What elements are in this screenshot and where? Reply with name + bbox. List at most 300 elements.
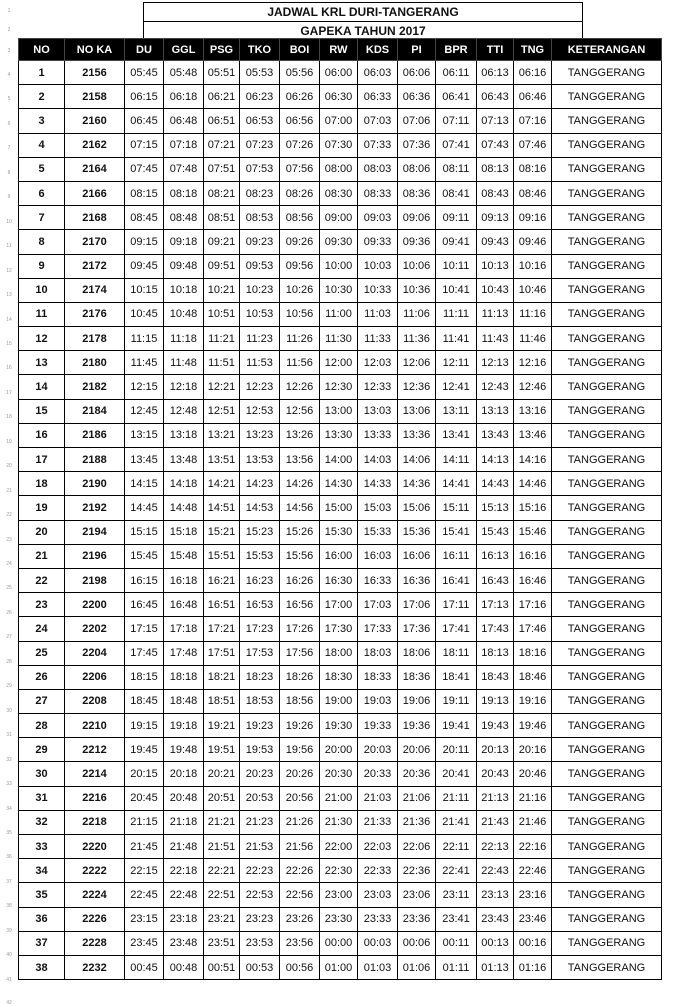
table-row — [19, 206, 662, 230]
table-row — [19, 157, 662, 181]
time-cell: 08:13 — [477, 157, 514, 181]
remark-cell: TANGGERANG — [552, 157, 662, 181]
train-number-cell: 2222 — [65, 859, 125, 883]
time-cell: 21:51 — [204, 835, 240, 859]
time-cell: 10:11 — [436, 254, 477, 278]
time-cell: 21:41 — [436, 810, 477, 834]
time-cell: 19:21 — [204, 714, 240, 738]
time-cell: 07:23 — [240, 133, 280, 157]
time-cell: 06:06 — [398, 61, 436, 85]
time-cell: 22:16 — [514, 835, 552, 859]
column-header: BOI — [280, 39, 320, 61]
time-cell: 11:06 — [398, 302, 436, 326]
column-header: PI — [398, 39, 436, 61]
table-row — [19, 641, 662, 665]
train-number-cell: 2160 — [65, 109, 125, 133]
time-cell: 12:00 — [320, 351, 358, 375]
time-cell: 21:48 — [164, 835, 204, 859]
time-cell: 07:06 — [398, 109, 436, 133]
table-row — [19, 738, 662, 762]
row-no-cell: 18 — [19, 472, 65, 496]
remark-cell: TANGGERANG — [552, 109, 662, 133]
time-cell: 09:53 — [240, 254, 280, 278]
time-cell: 22:26 — [280, 859, 320, 883]
time-cell: 11:00 — [320, 302, 358, 326]
time-cell: 08:26 — [280, 181, 320, 205]
table-row — [19, 617, 662, 641]
time-cell: 20:06 — [398, 738, 436, 762]
time-cell: 14:36 — [398, 472, 436, 496]
time-cell: 08:03 — [358, 157, 398, 181]
time-cell: 22:15 — [125, 859, 164, 883]
time-cell: 18:33 — [358, 665, 398, 689]
column-header: TKO — [240, 39, 280, 61]
row-number: 4 — [7, 72, 11, 78]
remark-cell: TANGGERANG — [552, 448, 662, 472]
remark-cell: TANGGERANG — [552, 835, 662, 859]
time-cell: 23:06 — [398, 883, 436, 907]
time-cell: 17:21 — [204, 617, 240, 641]
time-cell: 23:48 — [164, 931, 204, 955]
row-number: 3 — [7, 48, 11, 54]
time-cell: 06:33 — [358, 85, 398, 109]
time-cell: 01:06 — [398, 955, 436, 979]
remark-cell: TANGGERANG — [552, 85, 662, 109]
time-cell: 20:11 — [436, 738, 477, 762]
time-cell: 08:36 — [398, 181, 436, 205]
time-cell: 06:56 — [280, 109, 320, 133]
remark-cell: TANGGERANG — [552, 206, 662, 230]
train-number-cell: 2226 — [65, 907, 125, 931]
table-row — [19, 714, 662, 738]
time-cell: 12:06 — [398, 351, 436, 375]
time-cell: 05:45 — [125, 61, 164, 85]
time-cell: 08:23 — [240, 181, 280, 205]
time-cell: 23:36 — [398, 907, 436, 931]
time-cell: 18:48 — [164, 689, 204, 713]
time-cell: 10:16 — [514, 254, 552, 278]
time-cell: 09:15 — [125, 230, 164, 254]
time-cell: 20:23 — [240, 762, 280, 786]
time-cell: 22:06 — [398, 835, 436, 859]
time-cell: 19:18 — [164, 714, 204, 738]
remark-cell: TANGGERANG — [552, 230, 662, 254]
time-cell: 09:36 — [398, 230, 436, 254]
row-no-cell: 12 — [19, 327, 65, 351]
time-cell: 21:43 — [477, 810, 514, 834]
time-cell: 01:13 — [477, 955, 514, 979]
row-no-cell: 8 — [19, 230, 65, 254]
time-cell: 17:41 — [436, 617, 477, 641]
table-row — [19, 931, 662, 955]
time-cell: 23:51 — [204, 931, 240, 955]
time-cell: 10:43 — [477, 278, 514, 302]
time-cell: 15:36 — [398, 520, 436, 544]
row-no-cell: 24 — [19, 617, 65, 641]
row-number: 17 — [6, 389, 12, 396]
time-cell: 15:00 — [320, 496, 358, 520]
time-cell: 17:30 — [320, 617, 358, 641]
time-cell: 19:03 — [358, 689, 398, 713]
time-cell: 22:03 — [358, 835, 398, 859]
time-cell: 15:43 — [477, 520, 514, 544]
time-cell: 19:30 — [320, 714, 358, 738]
time-cell: 11:36 — [398, 327, 436, 351]
row-number: 25 — [6, 585, 12, 592]
table-row — [19, 762, 662, 786]
table-row — [19, 689, 662, 713]
train-number-cell: 2206 — [65, 665, 125, 689]
time-cell: 10:13 — [477, 254, 514, 278]
row-number: 31 — [6, 732, 12, 739]
time-cell: 17:11 — [436, 593, 477, 617]
row-no-cell: 36 — [19, 907, 65, 931]
time-cell: 18:15 — [125, 665, 164, 689]
time-cell: 14:48 — [164, 496, 204, 520]
time-cell: 06:53 — [240, 109, 280, 133]
time-cell: 16:56 — [280, 593, 320, 617]
row-no-cell: 28 — [19, 714, 65, 738]
title-area — [18, 0, 674, 38]
time-cell: 10:56 — [280, 302, 320, 326]
row-no-cell: 14 — [19, 375, 65, 399]
time-cell: 16:11 — [436, 544, 477, 568]
row-no-cell: 32 — [19, 810, 65, 834]
time-cell: 13:26 — [280, 423, 320, 447]
time-cell: 22:36 — [398, 859, 436, 883]
remark-cell: TANGGERANG — [552, 351, 662, 375]
column-header: KDS — [358, 39, 398, 61]
time-cell: 09:11 — [436, 206, 477, 230]
time-cell: 14:00 — [320, 448, 358, 472]
time-cell: 13:56 — [280, 448, 320, 472]
time-cell: 21:45 — [125, 835, 164, 859]
row-no-cell: 5 — [19, 157, 65, 181]
time-cell: 15:56 — [280, 544, 320, 568]
time-cell: 15:53 — [240, 544, 280, 568]
time-cell: 22:48 — [164, 883, 204, 907]
time-cell: 07:51 — [204, 157, 240, 181]
time-cell: 15:06 — [398, 496, 436, 520]
time-cell: 11:56 — [280, 351, 320, 375]
time-cell: 17:48 — [164, 641, 204, 665]
table-row — [19, 835, 662, 859]
time-cell: 13:16 — [514, 399, 552, 423]
time-cell: 07:03 — [358, 109, 398, 133]
time-cell: 16:43 — [477, 568, 514, 592]
right-gutter — [661, 0, 674, 1004]
time-cell: 10:53 — [240, 302, 280, 326]
time-cell: 06:46 — [514, 85, 552, 109]
time-cell: 08:11 — [436, 157, 477, 181]
train-number-cell: 2172 — [65, 254, 125, 278]
time-cell: 16:51 — [204, 593, 240, 617]
time-cell: 21:53 — [240, 835, 280, 859]
time-cell: 20:13 — [477, 738, 514, 762]
table-row — [19, 568, 662, 592]
time-cell: 22:18 — [164, 859, 204, 883]
time-cell: 22:13 — [477, 835, 514, 859]
time-cell: 23:21 — [204, 907, 240, 931]
row-number: 36 — [6, 854, 12, 861]
time-cell: 06:45 — [125, 109, 164, 133]
time-cell: 09:45 — [125, 254, 164, 278]
time-cell: 14:21 — [204, 472, 240, 496]
time-cell: 07:30 — [320, 133, 358, 157]
time-cell: 17:00 — [320, 593, 358, 617]
row-no-cell: 9 — [19, 254, 65, 278]
train-number-cell: 2168 — [65, 206, 125, 230]
row-number: 35 — [6, 829, 12, 836]
row-no-cell: 6 — [19, 181, 65, 205]
time-cell: 11:30 — [320, 327, 358, 351]
time-cell: 11:03 — [358, 302, 398, 326]
time-cell: 14:26 — [280, 472, 320, 496]
table-row — [19, 859, 662, 883]
time-cell: 23:56 — [280, 931, 320, 955]
remark-cell: TANGGERANG — [552, 617, 662, 641]
time-cell: 13:45 — [125, 448, 164, 472]
time-cell: 18:00 — [320, 641, 358, 665]
train-number-cell: 2216 — [65, 786, 125, 810]
time-cell: 17:15 — [125, 617, 164, 641]
time-cell: 17:06 — [398, 593, 436, 617]
time-cell: 08:45 — [125, 206, 164, 230]
time-cell: 07:46 — [514, 133, 552, 157]
time-cell: 20:46 — [514, 762, 552, 786]
time-cell: 14:13 — [477, 448, 514, 472]
time-cell: 20:48 — [164, 786, 204, 810]
time-cell: 08:33 — [358, 181, 398, 205]
remark-cell: TANGGERANG — [552, 689, 662, 713]
time-cell: 07:33 — [358, 133, 398, 157]
time-cell: 15:26 — [280, 520, 320, 544]
time-cell: 06:03 — [358, 61, 398, 85]
time-cell: 08:51 — [204, 206, 240, 230]
train-number-cell: 2224 — [65, 883, 125, 907]
time-cell: 21:26 — [280, 810, 320, 834]
time-cell: 13:43 — [477, 423, 514, 447]
time-cell: 15:33 — [358, 520, 398, 544]
time-cell: 06:23 — [240, 85, 280, 109]
time-cell: 08:46 — [514, 181, 552, 205]
schedule-body — [19, 61, 662, 980]
time-cell: 14:43 — [477, 472, 514, 496]
row-number: 33 — [6, 781, 12, 788]
time-cell: 16:53 — [240, 593, 280, 617]
remark-cell: TANGGERANG — [552, 738, 662, 762]
table-row — [19, 448, 662, 472]
time-cell: 08:15 — [125, 181, 164, 205]
time-cell: 11:21 — [204, 327, 240, 351]
time-cell: 00:13 — [477, 931, 514, 955]
time-cell: 23:53 — [240, 931, 280, 955]
time-cell: 18:56 — [280, 689, 320, 713]
time-cell: 07:36 — [398, 133, 436, 157]
time-cell: 15:51 — [204, 544, 240, 568]
remark-cell: TANGGERANG — [552, 641, 662, 665]
time-cell: 10:26 — [280, 278, 320, 302]
time-cell: 07:18 — [164, 133, 204, 157]
row-number: 10 — [6, 218, 12, 225]
time-cell: 21:30 — [320, 810, 358, 834]
time-cell: 05:48 — [164, 61, 204, 85]
time-cell: 11:41 — [436, 327, 477, 351]
time-cell: 18:11 — [436, 641, 477, 665]
time-cell: 07:21 — [204, 133, 240, 157]
time-cell: 00:16 — [514, 931, 552, 955]
time-cell: 11:45 — [125, 351, 164, 375]
time-cell: 09:41 — [436, 230, 477, 254]
time-cell: 09:21 — [204, 230, 240, 254]
time-cell: 14:30 — [320, 472, 358, 496]
time-cell: 10:00 — [320, 254, 358, 278]
remark-cell: TANGGERANG — [552, 568, 662, 592]
time-cell: 19:45 — [125, 738, 164, 762]
time-cell: 06:18 — [164, 85, 204, 109]
time-cell: 13:03 — [358, 399, 398, 423]
time-cell: 14:33 — [358, 472, 398, 496]
time-cell: 08:56 — [280, 206, 320, 230]
time-cell: 08:00 — [320, 157, 358, 181]
row-number: 20 — [6, 463, 12, 470]
time-cell: 15:23 — [240, 520, 280, 544]
time-cell: 12:46 — [514, 375, 552, 399]
time-cell: 08:53 — [240, 206, 280, 230]
row-no-cell: 11 — [19, 302, 65, 326]
train-number-cell: 2166 — [65, 181, 125, 205]
time-cell: 15:15 — [125, 520, 164, 544]
time-cell: 18:41 — [436, 665, 477, 689]
time-cell: 14:51 — [204, 496, 240, 520]
time-cell: 10:46 — [514, 278, 552, 302]
time-cell: 19:00 — [320, 689, 358, 713]
row-number-gutter — [0, 0, 18, 1004]
row-no-cell: 1 — [19, 61, 65, 85]
time-cell: 19:26 — [280, 714, 320, 738]
time-cell: 00:06 — [398, 931, 436, 955]
time-cell: 18:26 — [280, 665, 320, 689]
time-cell: 11:51 — [204, 351, 240, 375]
time-cell: 19:13 — [477, 689, 514, 713]
time-cell: 06:11 — [436, 61, 477, 85]
time-cell: 10:45 — [125, 302, 164, 326]
time-cell: 21:18 — [164, 810, 204, 834]
time-cell: 16:23 — [240, 568, 280, 592]
time-cell: 15:45 — [125, 544, 164, 568]
time-cell: 14:46 — [514, 472, 552, 496]
time-cell: 18:16 — [514, 641, 552, 665]
time-cell: 09:30 — [320, 230, 358, 254]
time-cell: 10:06 — [398, 254, 436, 278]
time-cell: 16:30 — [320, 568, 358, 592]
time-cell: 18:03 — [358, 641, 398, 665]
table-row — [19, 230, 662, 254]
time-cell: 17:45 — [125, 641, 164, 665]
time-cell: 09:13 — [477, 206, 514, 230]
row-number: 24 — [6, 561, 12, 567]
column-header: TTI — [477, 39, 514, 61]
time-cell: 19:53 — [240, 738, 280, 762]
row-no-cell: 4 — [19, 133, 65, 157]
time-cell: 21:06 — [398, 786, 436, 810]
time-cell: 17:23 — [240, 617, 280, 641]
table-row — [19, 181, 662, 205]
row-number: 22 — [6, 512, 12, 519]
time-cell: 20:00 — [320, 738, 358, 762]
time-cell: 10:18 — [164, 278, 204, 302]
time-cell: 20:53 — [240, 786, 280, 810]
schedule-subtitle: GAPEKA TAHUN 2017 — [143, 21, 583, 40]
time-cell: 14:53 — [240, 496, 280, 520]
remark-cell: TANGGERANG — [552, 133, 662, 157]
time-cell: 19:15 — [125, 714, 164, 738]
time-cell: 23:30 — [320, 907, 358, 931]
time-cell: 20:16 — [514, 738, 552, 762]
time-cell: 15:18 — [164, 520, 204, 544]
time-cell: 23:23 — [240, 907, 280, 931]
time-cell: 13:48 — [164, 448, 204, 472]
row-no-cell: 20 — [19, 520, 65, 544]
time-cell: 12:16 — [514, 351, 552, 375]
time-cell: 10:21 — [204, 278, 240, 302]
time-cell: 17:16 — [514, 593, 552, 617]
time-cell: 07:15 — [125, 133, 164, 157]
time-cell: 20:36 — [398, 762, 436, 786]
row-number: 42 — [6, 1000, 12, 1006]
time-cell: 15:46 — [514, 520, 552, 544]
time-cell: 11:53 — [240, 351, 280, 375]
time-cell: 23:00 — [320, 883, 358, 907]
time-cell: 13:23 — [240, 423, 280, 447]
time-cell: 20:15 — [125, 762, 164, 786]
time-cell: 13:06 — [398, 399, 436, 423]
remark-cell: TANGGERANG — [552, 907, 662, 931]
time-cell: 09:23 — [240, 230, 280, 254]
time-cell: 23:18 — [164, 907, 204, 931]
time-cell: 12:30 — [320, 375, 358, 399]
remark-cell: TANGGERANG — [552, 472, 662, 496]
time-cell: 13:21 — [204, 423, 240, 447]
time-cell: 18:36 — [398, 665, 436, 689]
train-number-cell: 2196 — [65, 544, 125, 568]
column-header: NO KA — [65, 39, 125, 61]
time-cell: 06:00 — [320, 61, 358, 85]
time-cell: 16:13 — [477, 544, 514, 568]
train-number-cell: 2162 — [65, 133, 125, 157]
time-cell: 22:00 — [320, 835, 358, 859]
time-cell: 20:21 — [204, 762, 240, 786]
row-no-cell: 3 — [19, 109, 65, 133]
time-cell: 22:41 — [436, 859, 477, 883]
time-cell: 23:11 — [436, 883, 477, 907]
remark-cell: TANGGERANG — [552, 254, 662, 278]
time-cell: 01:11 — [436, 955, 477, 979]
table-row — [19, 327, 662, 351]
table-row — [19, 520, 662, 544]
time-cell: 21:23 — [240, 810, 280, 834]
time-cell: 00:48 — [164, 955, 204, 979]
time-cell: 06:41 — [436, 85, 477, 109]
remark-cell: TANGGERANG — [552, 520, 662, 544]
time-cell: 23:26 — [280, 907, 320, 931]
time-cell: 22:45 — [125, 883, 164, 907]
train-number-cell: 2170 — [65, 230, 125, 254]
time-cell: 19:43 — [477, 714, 514, 738]
time-cell: 10:51 — [204, 302, 240, 326]
time-cell: 18:30 — [320, 665, 358, 689]
schedule-table — [18, 38, 662, 980]
